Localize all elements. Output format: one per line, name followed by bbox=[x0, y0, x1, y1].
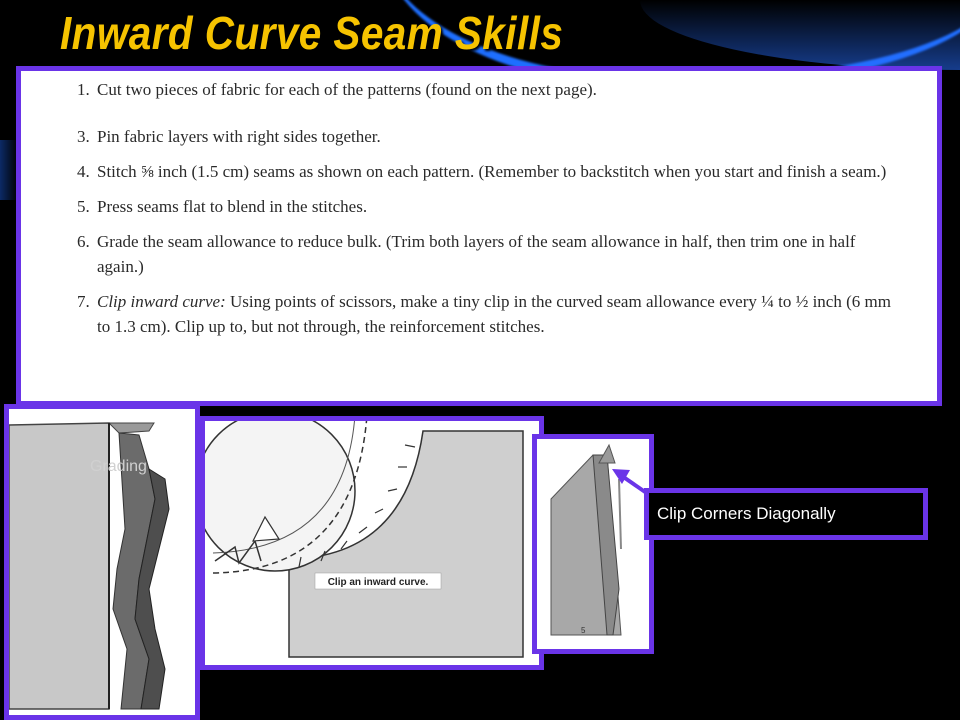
instruction-item: 3. Pin fabric layers with right sides together. bbox=[77, 127, 381, 146]
grading-illustration bbox=[4, 404, 200, 720]
callout-text: Clip Corners Diagonally bbox=[657, 504, 836, 523]
instruction-item: 7. Clip inward curve: Using points of scissors, make a tiny clip in the curved seam allowance every ¼ to ½ inch (6 mm to 1.3 cm). Clip up to, but not through, the reinforcement stitches. bbox=[77, 292, 891, 336]
instruction-list bbox=[77, 77, 897, 339]
clip-corners-callout bbox=[644, 488, 928, 540]
page-number: 5 bbox=[581, 626, 586, 635]
clip-corner-drawing bbox=[537, 439, 649, 649]
grading-label: Grading bbox=[90, 458, 147, 475]
slide-title: Inward Curve Seam Skills bbox=[60, 7, 564, 59]
instruction-item: 1. Cut two pieces of fabric for each of the patterns (found on the next page). bbox=[77, 80, 597, 99]
clip-curve-drawing bbox=[205, 421, 539, 665]
clip-caption: Clip an inward curve. bbox=[327, 577, 429, 588]
instruction-item: 4. Stitch ⅝ inch (1.5 cm) seams as shown on each pattern. (Remember to backstitch when you start and finish a seam.) bbox=[77, 162, 887, 181]
instructions-image bbox=[16, 66, 942, 406]
clip-corner-illustration bbox=[532, 434, 654, 654]
instruction-item: 5. Press seams flat to blend in the stitches. bbox=[77, 197, 368, 216]
instruction-item: 6. Grade the seam allowance to reduce bulk. (Trim both layers of the seam allowance in half, then trim one in half again.) bbox=[77, 232, 856, 276]
clip-curve-illustration bbox=[200, 416, 544, 670]
grading-drawing bbox=[9, 409, 195, 715]
